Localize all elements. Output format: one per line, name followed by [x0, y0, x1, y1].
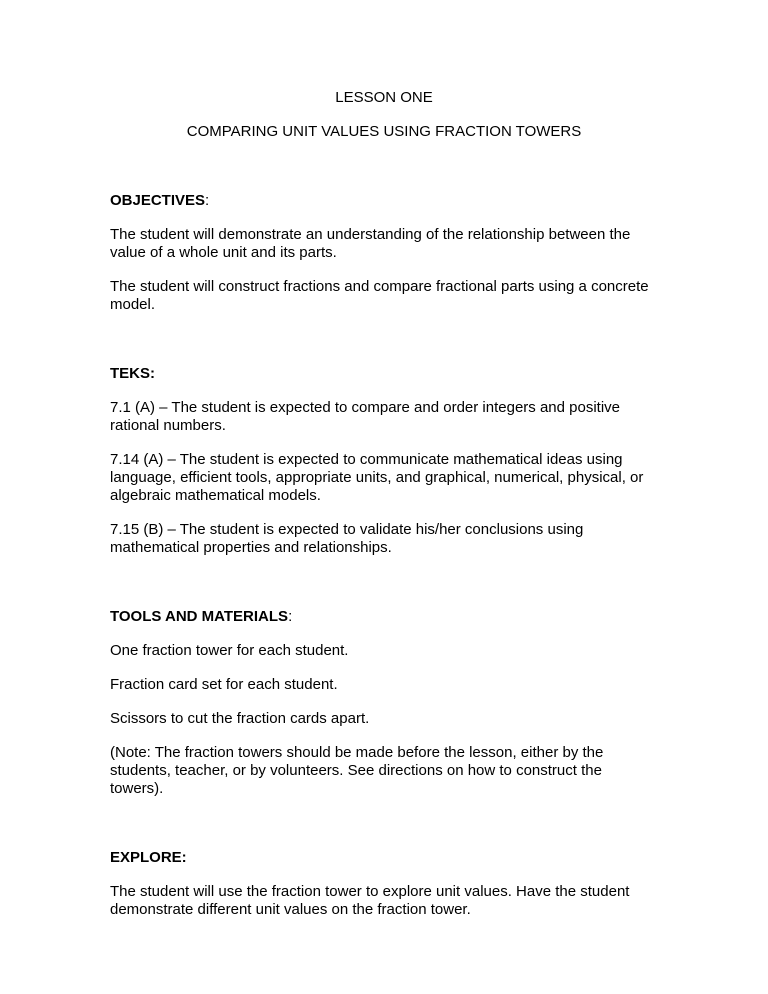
objective-item-1: The student will demonstrate an understanding of the relationship between the value of a whole unit and its parts.	[110, 226, 631, 261]
explore-heading: EXPLORE:	[110, 849, 187, 866]
tools-note: (Note: The fraction towers should be made before the lesson, either by the students, teacher, or by volunteers. See directions on how to construct the towers).	[110, 744, 604, 797]
tools-item-2: Fraction card set for each student.	[110, 676, 338, 693]
objectives-heading-colon: :	[205, 192, 210, 209]
tools-heading-text: TOOLS AND MATERIALS	[110, 608, 289, 625]
lesson-title: COMPARING UNIT VALUES USING FRACTION TOWERS	[186, 123, 582, 140]
lesson-label: LESSON ONE	[335, 89, 433, 106]
objectives-heading	[110, 192, 658, 210]
objectives-heading-text: OBJECTIVES	[110, 192, 206, 209]
teks-item-3: 7.15 (B) – The student is expected to validate his/her conclusions using mathematical properties and relationships.	[110, 521, 584, 556]
teks-item-1: 7.1 (A) – The student is expected to compare and order integers and positive rational numbers.	[110, 399, 621, 434]
teks-item-2: 7.14 (A) – The student is expected to communicate mathematical ideas using language, efficient tools, appropriate units, and graphical, numerical, physical, or algebraic mathematical models.	[110, 451, 644, 504]
tools-item-3: Scissors to cut the fraction cards apart.	[110, 710, 370, 727]
tools-item-1: One fraction tower for each student.	[110, 642, 349, 659]
tools-heading-colon: :	[288, 608, 293, 625]
explore-text: The student will use the fraction tower to explore unit values. Have the student demonstrate different unit values on the fraction tower.	[110, 883, 630, 918]
teks-heading: TEKS:	[110, 365, 155, 382]
tools-heading	[110, 608, 658, 626]
objective-item-2: The student will construct fractions and compare fractional parts using a concrete model.	[110, 278, 649, 313]
